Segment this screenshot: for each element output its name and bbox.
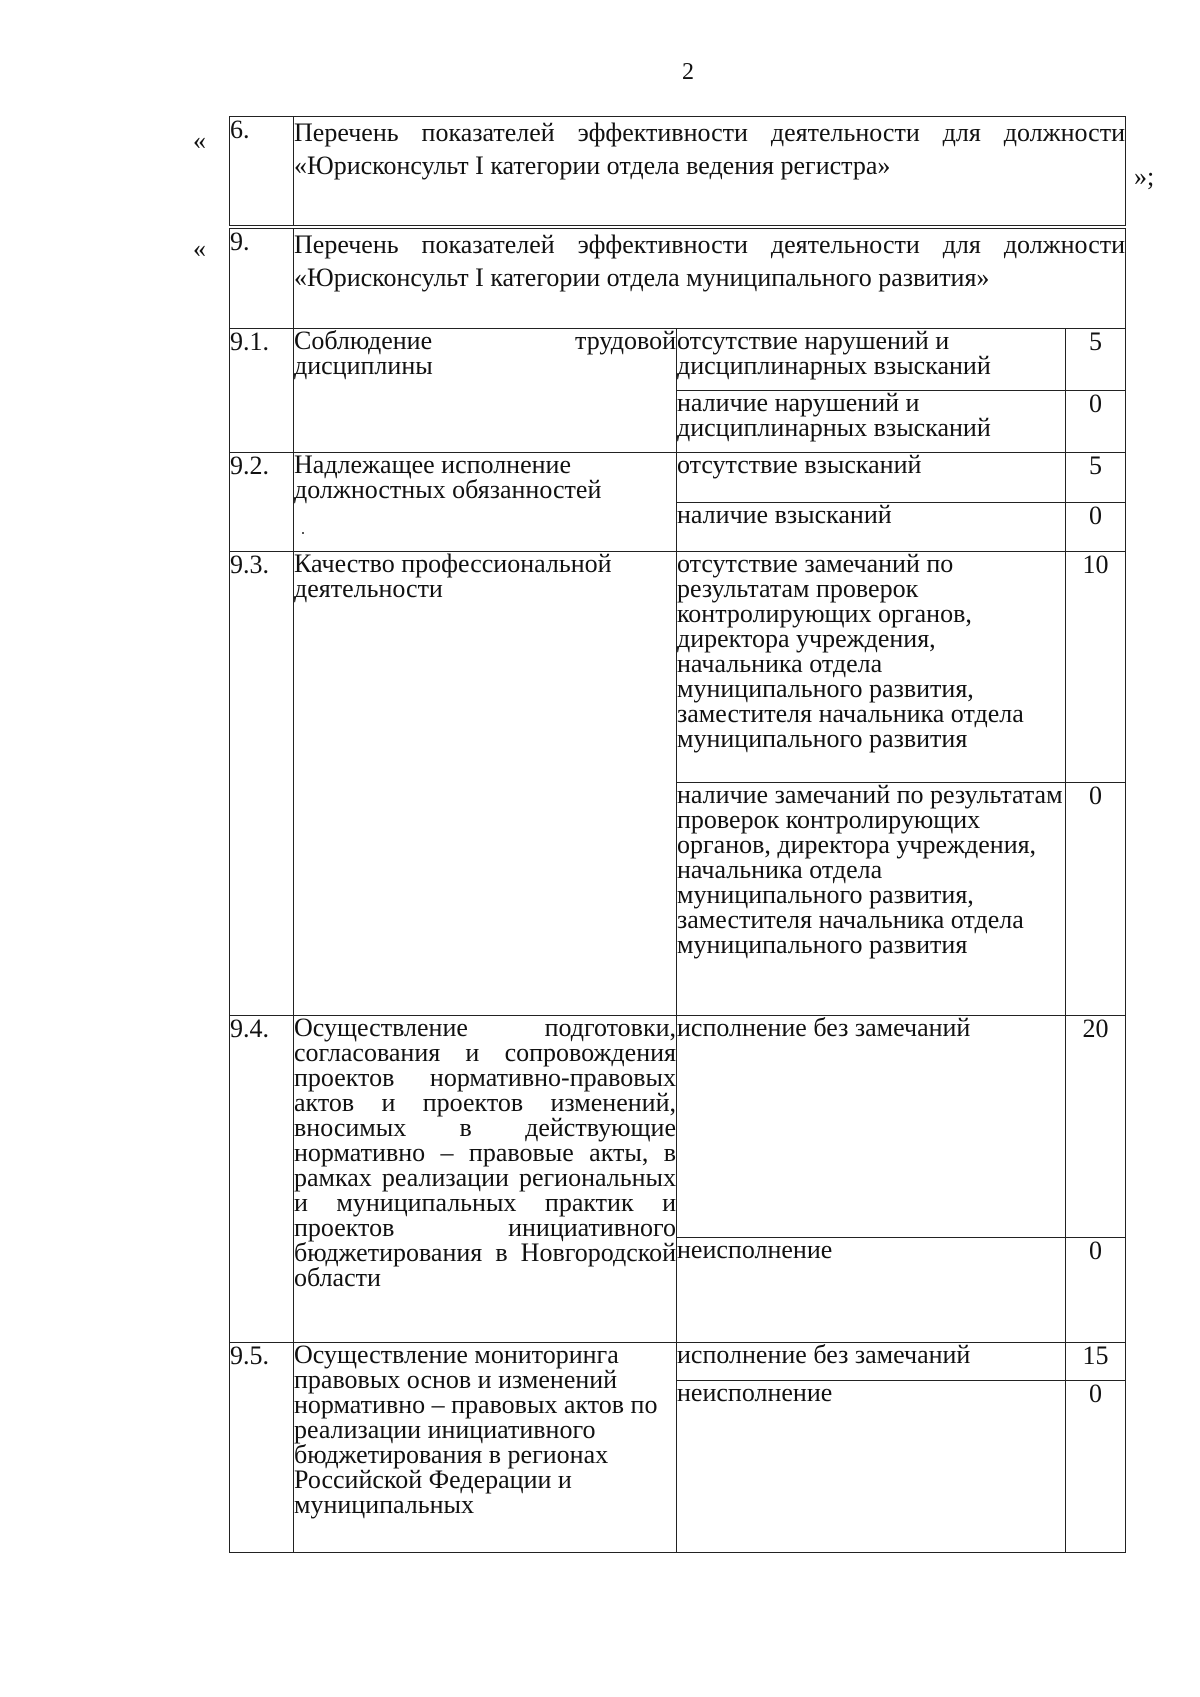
row-number: 9.1.: [230, 329, 294, 453]
table-row: [230, 552, 1126, 783]
criterion-cell: Осуществление подготовки, согласования и сопровождения проектов нормативно-правовых актов и проектов изменений, вносимых в действующие нормативно – правовые акты, в рамках реализации региональных и муниципальных практик и проектов инициативного бюджетирования в Новгородской области: [294, 1016, 677, 1343]
page-number: 2: [682, 59, 694, 85]
section6-number: 6.: [230, 117, 294, 226]
criterion-cell: Осуществление мониторинга правовых основ и изменений нормативно – правовых актов по реализации инициативного бюджетирования в регионах Российской Федерации и муниципальных: [294, 1343, 677, 1553]
row-number: 9.2.: [230, 453, 294, 552]
outcome-cell: отсутствие нарушений и дисциплинарных взысканий: [677, 329, 1066, 391]
table-row: [230, 453, 1126, 503]
criterion-cell: Соблюдение трудовой дисциплины: [294, 329, 677, 453]
criterion-cell: Качество профессиональной деятельности: [294, 552, 677, 1016]
outcome-cell: исполнение без замечаний: [677, 1016, 1066, 1238]
score-cell: 5: [1066, 453, 1126, 503]
section6-table: [229, 116, 1126, 226]
score-cell: 5: [1066, 329, 1126, 391]
scan-speck: [302, 532, 304, 534]
score-cell: 15: [1066, 1343, 1126, 1381]
score-cell: 10: [1066, 552, 1126, 783]
outcome-cell: отсутствие замечаний по результатам проверок контролирующих органов, директора учреждения, начальника отдела муниципального развития, заместителя начальника отдела муниципального развития: [677, 552, 1066, 783]
score-cell: 0: [1066, 503, 1126, 552]
section6-close-quote: »;: [1134, 162, 1155, 191]
score-cell: 20: [1066, 1016, 1126, 1238]
outcome-cell: наличие замечаний по результатам проверок контролирующих органов, директора учреждения, начальника отдела муниципального развития, заместителя начальника отдела муниципального развития: [677, 783, 1066, 1016]
score-cell: 0: [1066, 783, 1126, 1016]
section9-table: [229, 228, 1126, 1553]
section9-number: 9.: [230, 229, 294, 329]
score-cell: 0: [1066, 1238, 1126, 1343]
row-number: 9.5.: [230, 1343, 294, 1553]
outcome-cell: неисполнение: [677, 1381, 1066, 1553]
section6-open-quote: «: [193, 126, 206, 155]
row-number: 9.4.: [230, 1016, 294, 1343]
section9-header-row: [230, 229, 1126, 329]
outcome-cell: наличие взысканий: [677, 503, 1066, 552]
table-row: [230, 1343, 1126, 1381]
outcome-cell: исполнение без замечаний: [677, 1343, 1066, 1381]
section9-title: Перечень показателей эффективности деятельности для должности «Юрисконсульт I категории отдела муниципального развития»: [294, 229, 1126, 329]
outcome-cell: наличие нарушений и дисциплинарных взысканий: [677, 391, 1066, 453]
score-cell: 0: [1066, 391, 1126, 453]
section6-title: Перечень показателей эффективности деятельности для должности «Юрисконсульт I категории отдела ведения регистра»: [294, 117, 1126, 226]
table-row: [230, 329, 1126, 391]
score-cell: 0: [1066, 1381, 1126, 1553]
outcome-cell: отсутствие взысканий: [677, 453, 1066, 503]
section9-open-quote: «: [193, 234, 206, 263]
criterion-cell: Надлежащее исполнение должностных обязанностей: [294, 453, 677, 552]
outcome-cell: неисполнение: [677, 1238, 1066, 1343]
table-row: [230, 1016, 1126, 1238]
row-number: 9.3.: [230, 552, 294, 1016]
